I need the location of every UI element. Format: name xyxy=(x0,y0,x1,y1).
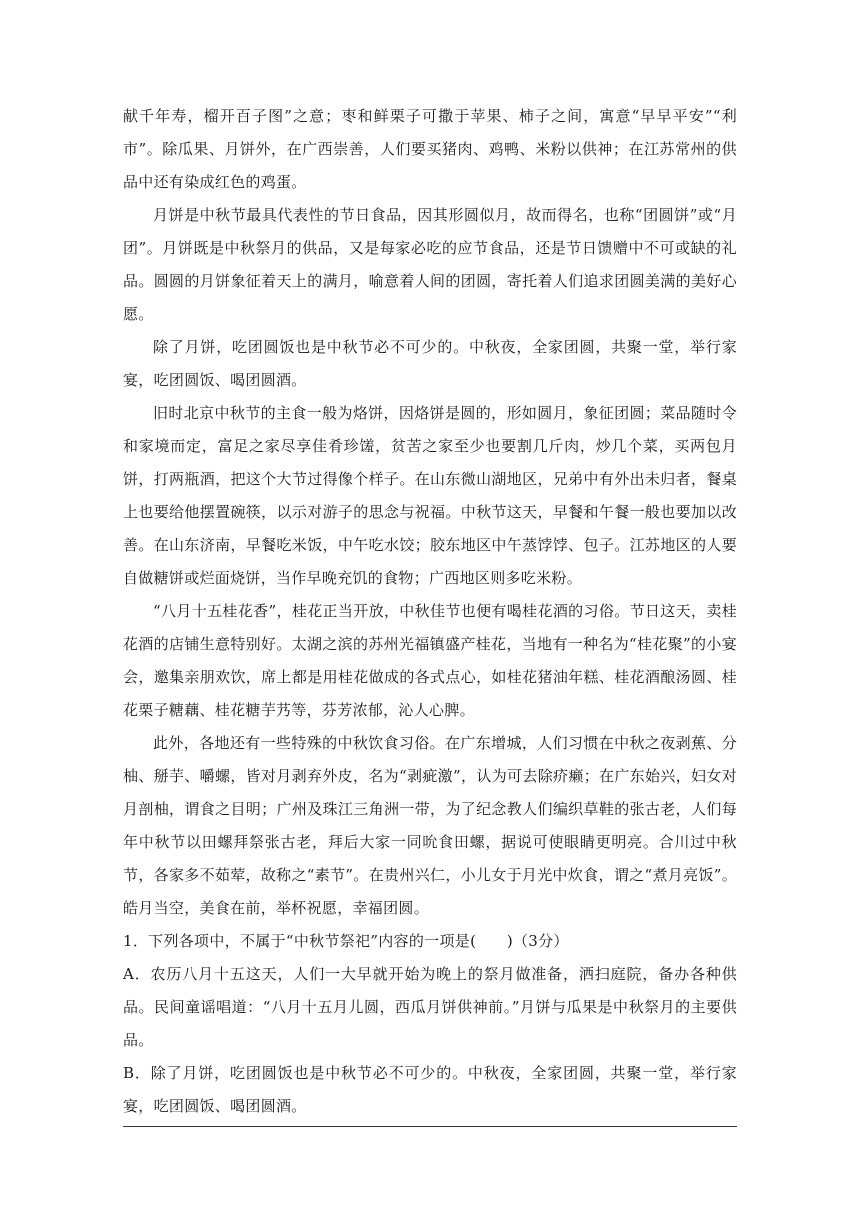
paragraph-5: “八月十五桂花香”，桂花正当开放，中秋佳节也便有喝桂花酒的习俗。节日这天，卖桂花酒的店铺生意特别好。太湖之滨的苏州光福镇盛产桂花，当地有一种名为“桂花聚”的小宴会，邀集亲朋欢饮，席上都是用桂花做成的各式点心，如桂花猪油年糕、桂花酒酿汤圆、桂花栗子糖藕、桂花糖芋艿等，芬芳浓郁，沁人心脾。 xyxy=(123,602,737,719)
paragraph-2: 月饼是中秋节最具代表性的节日食品，因其形圆似月，故而得名，也称“团圆饼”或“月团”。月饼既是中秋祭月的供品，又是每家必吃的应节食品，还是节日馈赠中不可或缺的礼品。圆圆的月饼象征着天上的满月，喻意着人间的团圆，寄托着人们追求团圆美满的美好心愿。 xyxy=(123,206,737,323)
question-stem: 1．下列各项中，不属于“中秋节祭祀”内容的一项是( )（3分） xyxy=(123,932,569,950)
document-body xyxy=(123,100,737,1123)
paragraph-6: 此外，各地还有一些特殊的中秋饮食习俗。在广东增城，人们习惯在中秋之夜剥蕉、分柚、掰芋、嚼螺，皆对月剥弃外皮，名为“剥疵激”，认为可去除疥癞；在广东始兴，妇女对月剖柚，谓食之目明；广州及珠江三角洲一带，为了纪念教人们编织草鞋的张古老，人们每年中秋节以田螺拜祭张古老，拜后大家一同吮食田螺，据说可使眼睛更明亮。合川过中秋节，各家多不茹荤，故称之“素节”。在贵州兴仁，小儿女于月光中炊食，谓之“煮月亮饭”。皓月当空，美食在前，举杯祝愿，幸福团圆。 xyxy=(123,734,737,917)
question-option-a: A．农历八月十五这天，人们一大早就开始为晚上的祭月做准备，洒扫庭院，备办各种供品。民间童谣唱道：“八月十五月儿圆，西瓜月饼供神前。”月饼与瓜果是中秋祭月的主要供品。 xyxy=(123,965,737,1049)
question-option-b: B．除了月饼，吃团圆饭也是中秋节必不可少的。中秋夜，全家团圆，共聚一堂，举行家宴，吃团圆饭、喝团圆酒。 xyxy=(123,1064,737,1115)
paragraph-1: 献千年寿，榴开百子图”之意；枣和鲜栗子可撒于苹果、柿子之间，寓意“早早平安”“利市”。除瓜果、月饼外，在广西崇善，人们要买猪肉、鸡鸭、米粉以供神；在江苏常州的供品中还有染成红色的鸡蛋。 xyxy=(123,107,737,191)
footer-divider xyxy=(123,1126,737,1127)
paragraph-4: 旧时北京中秋节的主食一般为烙饼，因烙饼是圆的，形如圆月，象征团圆；菜品随时令和家境而定，富足之家尽享佳肴珍馐，贫苦之家至少也要割几斤肉，炒几个菜，买两包月饼，打两瓶酒，把这个大节过得像个样子。在山东微山湖地区，兄弟中有外出未归者，餐桌上也要给他摆置碗筷，以示对游子的思念与祝福。中秋节这天，早餐和午餐一般也要加以改善。在山东济南，早餐吃米饭，中午吃水饺；胶东地区中午蒸饽饽、包子。江苏地区的人要自做糖饼或烂面烧饼，当作早晚充饥的食物；广西地区则多吃米粉。 xyxy=(123,404,737,587)
paragraph-3: 除了月饼，吃团圆饭也是中秋节必不可少的。中秋夜，全家团圆，共聚一堂，举行家宴，吃团圆饭、喝团圆酒。 xyxy=(123,338,737,389)
